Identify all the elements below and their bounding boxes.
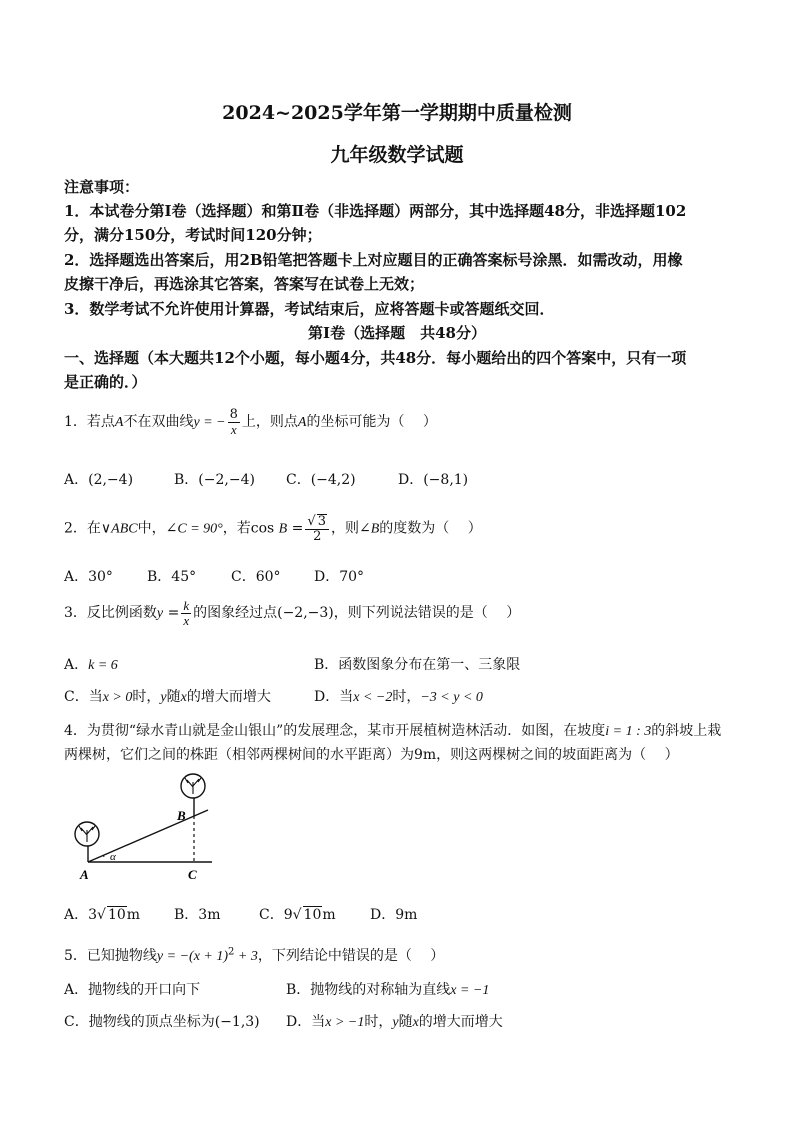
math-var: y [392,1015,399,1030]
math-op: = − [199,415,226,431]
denominator: 2 [313,528,322,544]
text: ，下列结论中错误的是（ ） [257,948,445,964]
question-4-stem-line2: 两棵树，它们之间的株距（相邻两棵树间的水平距离）为9m，则这两棵树之间的坡面距离为（ ） [64,747,679,763]
text: 的斜坡上栽 [651,723,722,739]
option-d [286,1011,503,1031]
math-op: = [287,520,304,537]
text: 1．若点 [64,414,115,431]
text: 不在双曲线 [123,414,194,431]
alpha-arc [104,856,105,858]
point-label-b: B [177,808,186,823]
text: 中， [137,520,166,537]
math-var: B [278,521,288,537]
notice-line: 3．数学考试不允许使用计算器，考试结束后，应将答题卡或答题纸交回． [64,300,555,318]
denominator: x [183,612,190,628]
text: 3．反比例函数 [64,605,157,622]
text: ，则下列说法错误的是（ ） [333,605,521,622]
text: 5．已知抛物线 [64,948,157,964]
option-b: B．函数图象分布在第一、三象限 [314,657,521,673]
option-d: D．9m [370,907,418,923]
option-c [64,1011,260,1031]
exponent: 2 [228,946,235,958]
point-label-a: A [80,867,89,882]
option-b: B．(−2,−4) [174,472,255,488]
math-op: = [163,605,180,622]
text: 时， [364,1014,393,1030]
math-expr: i = 1 : 3 [605,724,652,739]
math-var: y [160,690,167,705]
section-heading: 一、选择题（本大题共12个小题，每小题4分，共48分．每小题给出的四个答案中，只有一项 [64,349,687,367]
math-expr: y = −(x + 1) [156,949,229,964]
slope-trees-figure [60,768,230,884]
question-1-stem [64,408,437,436]
option-b: B．45° [147,569,197,585]
fraction [228,408,240,436]
text: ，若 [222,520,251,537]
option-d: D．(−8,1) [398,472,469,488]
radicand: 10 [303,907,322,923]
radicand: 10 [107,907,126,923]
math-angle: ∠C = 90° [165,521,223,537]
text: A．3 [64,907,98,923]
text: 随 [166,689,181,705]
text: m [322,907,336,923]
exam-title: 2024~2025学年第一学期期中质量检测 [222,102,572,124]
math-expr: x < −2 [353,690,393,705]
option-c [64,686,271,706]
option-b: B．3m [174,907,221,923]
math-expr: k = 6 [88,658,118,673]
option-a: A．抛物线的开口向下 [64,982,201,998]
notice-line: 2．选择题选出答案后，用2B铅笔把答题卡上对应题目的正确答案标号涂黑．如需改动，用橡 [64,251,683,269]
math-var: y [156,606,164,622]
text: 的坐标可能为（ ） [306,414,437,431]
notice-line: 1．本试卷分第Ⅰ卷（选择题）和第Ⅱ卷（非选择题）两部分，其中选择题48分，非选择题102 [64,202,687,220]
radicand: 3 [317,514,326,529]
text: D．当 [286,1014,326,1030]
question-2-stem [64,514,482,543]
text: 的增大而增大 [186,689,271,705]
numerator: √ 3 [305,514,329,530]
tree-icon [75,822,99,862]
math-var: x [180,690,187,705]
point-label-c: C [188,867,197,882]
text: C．9 [259,907,293,923]
math-point: (−2,−3) [277,605,334,622]
text: ，则 [331,520,359,537]
math-func: cos [250,520,275,537]
question-3-stem [64,599,520,627]
option-d [314,686,483,706]
notice-heading: 注意事项： [64,178,140,196]
text: C．抛物线的顶点坐标为 [64,1014,215,1030]
angle-label-alpha: α [110,851,116,863]
math-angle: ∠B [359,521,380,537]
math-expr: x = −1 [450,983,490,998]
question-4-stem [64,720,721,740]
text: C．当 [64,689,103,705]
option-b [286,979,489,999]
text: 的增大而增大 [418,1014,503,1030]
slope-line [88,810,208,862]
text: m [126,907,141,923]
option-c: C．9√ 10m [259,907,336,923]
option-c: C．(−4,2) [286,472,356,488]
math-expr: x > −1 [325,1015,365,1030]
part-title: 第Ⅰ卷（选择题 共48分） [308,324,486,342]
exam-subtitle: 九年级数学试题 [330,144,464,166]
notice-line: 皮擦干净后，再选涂其它答案，答案写在试卷上无效； [64,275,425,293]
question-5-stem [64,945,444,965]
option-c: C．60° [231,569,281,585]
text: A． [64,657,89,673]
text: 4．为贯彻“绿水青山就是金山银山”的发展理念，某市开展植树造林活动．如图，在坡度 [64,723,606,739]
text: 上，则点 [241,414,298,431]
math-point: (−1,3) [214,1014,260,1030]
math-expr: x > 0 [102,690,133,705]
notice-line: 分，满分150分，考试时间120分钟； [64,226,322,244]
math-expr: −3 < y < 0 [420,690,483,705]
option-a: A．(2,−4) [64,472,134,488]
text: B．抛物线的对称轴为直线 [286,982,451,998]
option-d: D．70° [314,569,365,585]
section-heading: 是正确的．） [64,373,147,391]
text: 时， [392,689,421,705]
option-a: A．30° [64,569,113,585]
text: 的图象经过点 [193,605,278,622]
numerator: k [183,598,190,613]
math-var: y [193,415,200,431]
text: D．当 [314,689,354,705]
math-expr: + 3 [234,949,258,964]
text: 时， [132,689,161,705]
fraction [305,514,329,543]
option-a: A．3√ 10m [64,907,141,923]
numerator: 8 [229,407,238,422]
text: 的度数为（ ） [379,520,482,537]
math-var: x [412,1015,419,1030]
text: 随 [398,1014,413,1030]
fraction [181,599,191,627]
math-var: A [297,415,307,431]
math-triangle: ∨ABC [100,521,138,537]
option-a [64,654,118,674]
text: 2．在 [64,520,101,537]
math-var: A [114,415,124,431]
denominator: x [230,421,237,437]
